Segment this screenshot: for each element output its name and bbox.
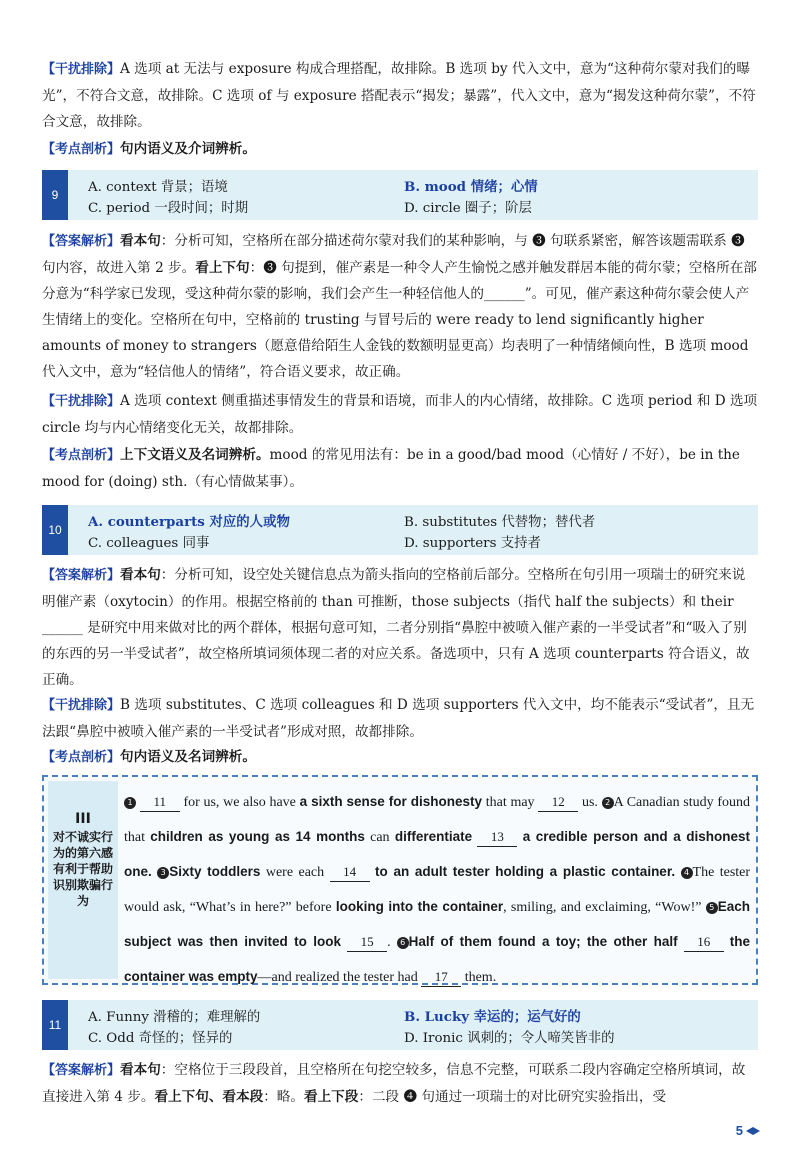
text-bold: a credible person and a dishonest one. (124, 829, 750, 879)
answer-lead: 看本句 (120, 567, 161, 583)
passage-title: 对不诚实行为的第六感有利于帮助识别欺骗行为 (52, 830, 113, 908)
q10-option-d: D. supporters 支持者 (404, 536, 541, 551)
kp-text: 句内语义及名词辨析。 (120, 749, 256, 765)
interfere-text: A 选项 at 无法与 exposure 构成合理搭配，故排除。B 选项 by 代入文中，意为“这种荷尔蒙对我们的曝光”，不符合文意，故排除。C 选项 of 与 exposure 搭配表示“揭发；暴露”，代入文中，意为“揭发这种荷尔蒙”，不符合文意，故排除。 (42, 61, 756, 130)
passage-number: III (75, 811, 91, 827)
kp-tag: 【考点剖析】 (42, 750, 121, 765)
kp-text: 句内语义及介词辨析。 (120, 141, 256, 157)
blank-14: 14 (330, 863, 370, 882)
text: were each (265, 865, 325, 880)
passage-side (48, 781, 118, 979)
interfere-tag: 【干扰排除】 (42, 698, 121, 713)
text: us. (581, 795, 598, 810)
text: for us, we also have (183, 795, 296, 810)
q9-interfere (42, 388, 758, 441)
text-bold: a sixth sense for dishonesty (299, 794, 483, 809)
graduation-cap-icon (746, 1127, 760, 1135)
q9-option-a: A. context 背景；语境 (88, 180, 228, 195)
text: that may (485, 795, 535, 810)
answer-tag: 【答案解析】 (42, 568, 121, 583)
answer-tag: 【答案解析】 (42, 234, 121, 249)
text-bold: the container was empty (124, 934, 751, 984)
text: them. (464, 970, 497, 985)
blank-15: 15 (347, 933, 387, 952)
blank-16: 16 (684, 933, 724, 952)
text: —and realized the tester had (257, 970, 418, 985)
text: can (370, 830, 390, 845)
text-bold: Each subject was then invited to look (124, 899, 751, 949)
q11-option-a: A. Funny 滑稽的；难理解的 (88, 1010, 261, 1025)
answer-text-2: ：略。 (263, 1089, 304, 1105)
q11-options (42, 1000, 758, 1050)
page-number (736, 1123, 760, 1138)
q10-options (42, 505, 758, 555)
q9-answer (42, 228, 758, 385)
q9-number: 9 (42, 170, 68, 220)
answer-lead: 看本句 (120, 233, 161, 249)
kp-tag: 【考点剖析】 (42, 142, 121, 157)
blank-11: 11 (140, 793, 180, 812)
text-bold: children as young as 14 months (150, 829, 365, 844)
kp-tag: 【考点剖析】 (42, 448, 121, 463)
blank-12: 12 (538, 793, 578, 812)
section1-interfere (42, 56, 758, 135)
q9-option-b: B. mood 情绪；心情 (404, 179, 538, 195)
answer-text-2: ：❸ 句提到，催产素是一种令人产生愉悦之感并触发群居本能的荷尔蒙；空格所在部分意为“科学家已发现，受这种荷尔蒙的影响，我们会产生一种轻信他人的______”。可见，催产素这种荷尔蒙会使人产生情绪上的变化。空格所在句中，空格前的 trusting 与冒号后的 were ready to lend significantly higher amounts of money to strangers（愿意借给陌生人金钱的数额明显更高）均表明了一种情绪倾向性，B 选项 mood 代入文中，意为“轻信他人的情绪”，符合语义要求，故正确。 (42, 260, 757, 380)
page-number-text: 5 (735, 1123, 743, 1138)
sentence-marker: 5 (706, 902, 718, 914)
text: The tester would ask, “What’s in here?” before (124, 865, 751, 915)
q10-kp (42, 744, 758, 771)
answer-text: ：空格位于三段段首，且空格所在句挖空较多，信息不完整，可联系二段内容确定空格所填词，故直接进入第 4 步。 (42, 1062, 746, 1105)
q9-options (42, 170, 758, 220)
text-bold: differentiate (394, 829, 473, 844)
text-bold: to an adult tester holding a plastic container. (375, 864, 676, 879)
passage-box (42, 775, 758, 985)
blank-13: 13 (477, 828, 517, 847)
text-bold: looking into the container (335, 899, 504, 914)
sentence-marker: 3 (157, 867, 169, 879)
text: . (387, 935, 391, 950)
q11-answer (42, 1057, 758, 1110)
q9-option-c: C. period 一段时间；时期 (88, 201, 249, 216)
interfere-text: A 选项 context 侧重描述事情发生的背景和语境，而非人的内心情绪，故排除。C 选项 period 和 D 选项 circle 均与内心情绪变化无关，故都排除。 (42, 393, 758, 436)
kp-lead: 上下文语义及名词辨析。 (120, 447, 270, 463)
q9-option-d: D. circle 圈子；阶层 (404, 201, 532, 216)
interfere-text: B 选项 substitutes、C 选项 colleagues 和 D 选项 supporters 代入文中，均不能表示“受试者”，且无法跟“鼻腔中被喷入催产素的一半受试者”形成对照，故都排除。 (42, 697, 755, 740)
interfere-tag: 【干扰排除】 (42, 394, 121, 409)
q11-option-b: B. Lucky 幸运的；运气好的 (404, 1009, 581, 1025)
answer-text: ：分析可知，空格所在部分描述荷尔蒙对我们的某种影响，与 ❸ 句联系紧密，解答该题需联系 ❸ 句内容，故进入第 2 步。 (42, 233, 745, 276)
q10-number: 10 (42, 505, 68, 555)
answer-text: ：分析可知，设空处关键信息点为箭头指向的空格前后部分。空格所在句引用一项瑞士的研究来说明催产素（oxytocin）的作用。根据空格前的 than 可推断，those subjects（指代 half the subjects）和 their ______ 是研究中用来做对比的两个群体，根据句意可知，二者分别指“鼻腔中被喷入催产素的一半受试者”和“吸入了别的东西的另一半受试者”，故空格所填词须体现二者的对应关系。备选项中，只有 A 选项 counterparts 符合语义，故正确。 (42, 567, 750, 688)
text: , smiling, and exclaiming, “Wow!” (503, 900, 702, 915)
q11-option-c: C. Odd 奇怪的；怪异的 (88, 1031, 233, 1046)
answer-lead-2: 看上下句、看本段 (154, 1089, 264, 1105)
text-bold: Sixty toddlers (169, 864, 261, 879)
answer-text-3: ：二段 ❹ 句通过一项瑞士的对比研究实验指出，受 (358, 1089, 667, 1105)
sentence-marker: 6 (397, 937, 409, 949)
sentence-marker: 4 (681, 867, 693, 879)
text-bold: Half of them found a toy; the other half (408, 934, 678, 949)
q11-option-d: D. Ironic 讽刺的；令人啼笑皆非的 (404, 1031, 615, 1046)
answer-tag: 【答案解析】 (42, 1063, 121, 1078)
q10-answer (42, 562, 758, 693)
q10-option-b: B. substitutes 代替物；替代者 (404, 515, 596, 530)
answer-lead: 看本句 (120, 1062, 161, 1078)
q10-option-c: C. colleagues 同事 (88, 536, 210, 551)
sentence-marker: 2 (602, 797, 614, 809)
q10-option-a: A. counterparts 对应的人或物 (88, 514, 290, 530)
answer-lead-3: 看上下段 (303, 1089, 359, 1105)
text: A Canadian study found that (124, 795, 751, 845)
interfere-tag: 【干扰排除】 (42, 62, 121, 77)
kp-text: mood 的常见用法有：be in a good/bad mood（心情好 / 不好），be in the mood for (doing) sth.（有心情做某事）。 (42, 447, 740, 490)
answer-lead-2: 看上下句 (195, 260, 250, 276)
q10-interfere (42, 692, 758, 745)
q9-kp (42, 442, 758, 495)
sentence-marker: 1 (124, 797, 136, 809)
q11-number: 11 (42, 1000, 68, 1050)
blank-17: 17 (421, 968, 461, 987)
section1-kp (42, 136, 758, 163)
passage-text (124, 785, 750, 995)
